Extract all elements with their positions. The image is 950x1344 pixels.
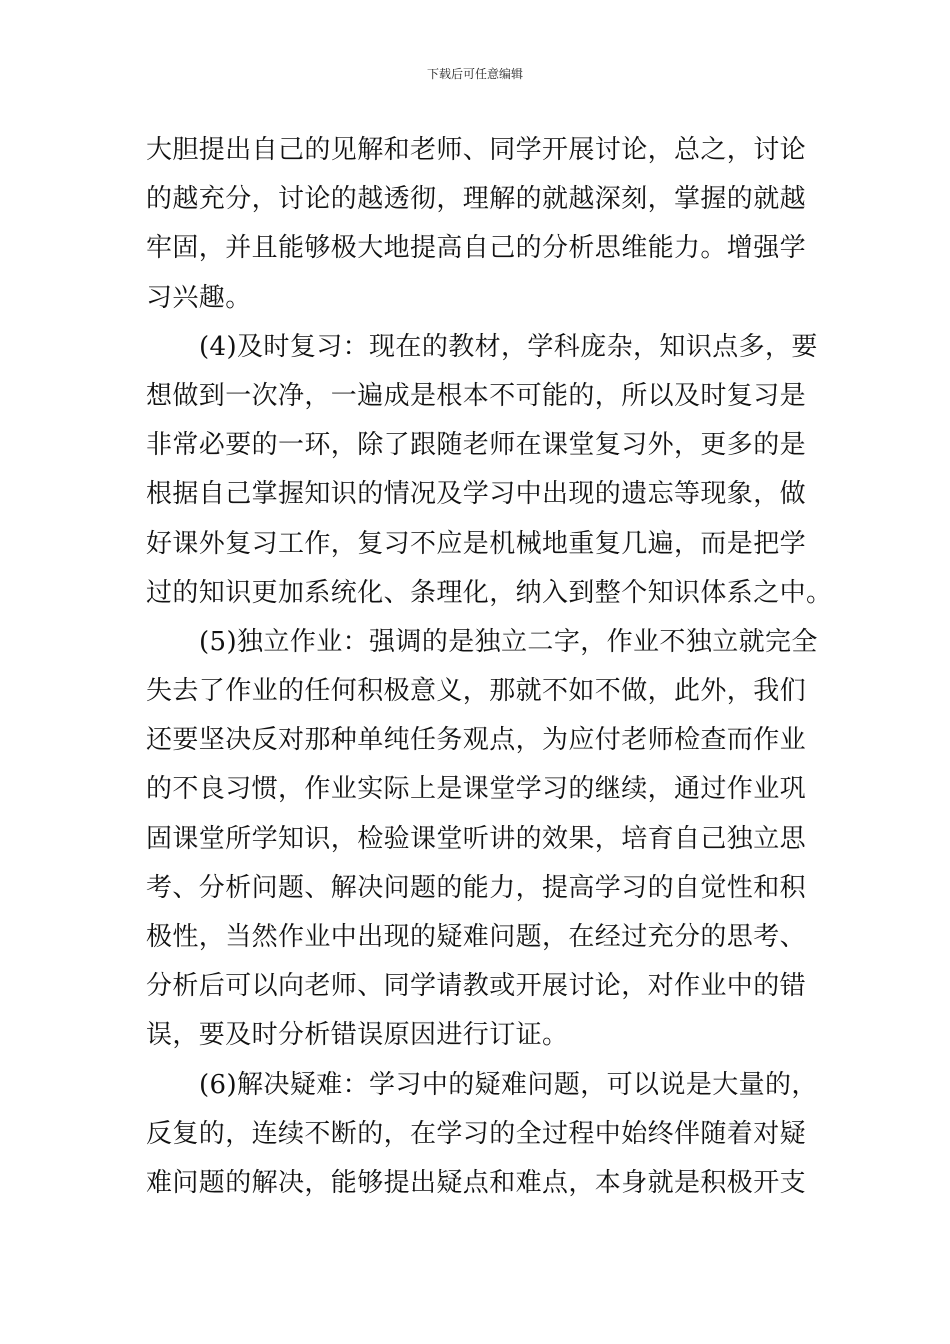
text-line: 过的知识更加系统化、条理化，纳入到整个知识体系之中。 [146, 577, 833, 608]
text-line: 好课外复习工作，复习不应是机械地重复几遍，而是把学 [146, 528, 807, 559]
text-line: 牢固，并且能够极大地提高自己的分析思维能力。增强学 [146, 233, 807, 264]
text-line: 失去了作业的任何积极意义，那就不如不做，此外，我们 [146, 676, 807, 707]
text-line: 还要坚决反对那种单纯任务观点，为应付老师检查而作业 [146, 725, 807, 756]
text-line: 非常必要的一环，除了跟随老师在课堂复习外，更多的是 [146, 430, 807, 461]
text-line: 分析后可以向老师、同学请教或开展讨论，对作业中的错 [146, 971, 807, 1002]
text-line: 误，要及时分析错误原因进行订证。 [146, 1020, 569, 1051]
text-line: 反复的，连续不断的，在学习的全过程中始终伴随着对疑 [146, 1118, 807, 1149]
text-line: 极性，当然作业中出现的疑难问题，在经过充分的思考、 [146, 922, 807, 952]
text-line: 固课堂所学知识，检验课堂听讲的效果，培育自己独立思 [146, 823, 807, 854]
text-line: 根据自己掌握知识的情况及学习中出现的遗忘等现象，做 [146, 479, 807, 510]
text-line: 的越充分，讨论的越透彻，理解的就越深刻，掌握的就越 [146, 184, 807, 215]
document-body [146, 126, 833, 1208]
text-line: 想做到一次净，一遍成是根本不可能的，所以及时复习是 [146, 380, 807, 411]
paragraph-first-line: (6)解决疑难：学习中的疑难问题，可以说是大量的， [199, 1069, 818, 1100]
paragraph-first-line: (5)独立作业：强调的是独立二字，作业不独立就完全 [199, 626, 818, 657]
paragraph-first-line: (4)及时复习：现在的教材，学科庞杂，知识点多，要 [199, 331, 818, 362]
page-header: 下载后可任意编辑 [426, 67, 523, 81]
text-line: 的不良习惯，作业实际上是课堂学习的继续，通过作业巩 [146, 774, 807, 805]
text-line: 考、分析问题、解决问题的能力，提高学习的自觉性和积 [146, 872, 807, 903]
text-line: 大胆提出自己的见解和老师、同学开展讨论，总之，讨论 [146, 135, 807, 165]
text-line: 习兴趣。 [146, 282, 252, 313]
text-line: 难问题的解决，能够提出疑点和难点，本身就是积极开支 [146, 1167, 807, 1198]
